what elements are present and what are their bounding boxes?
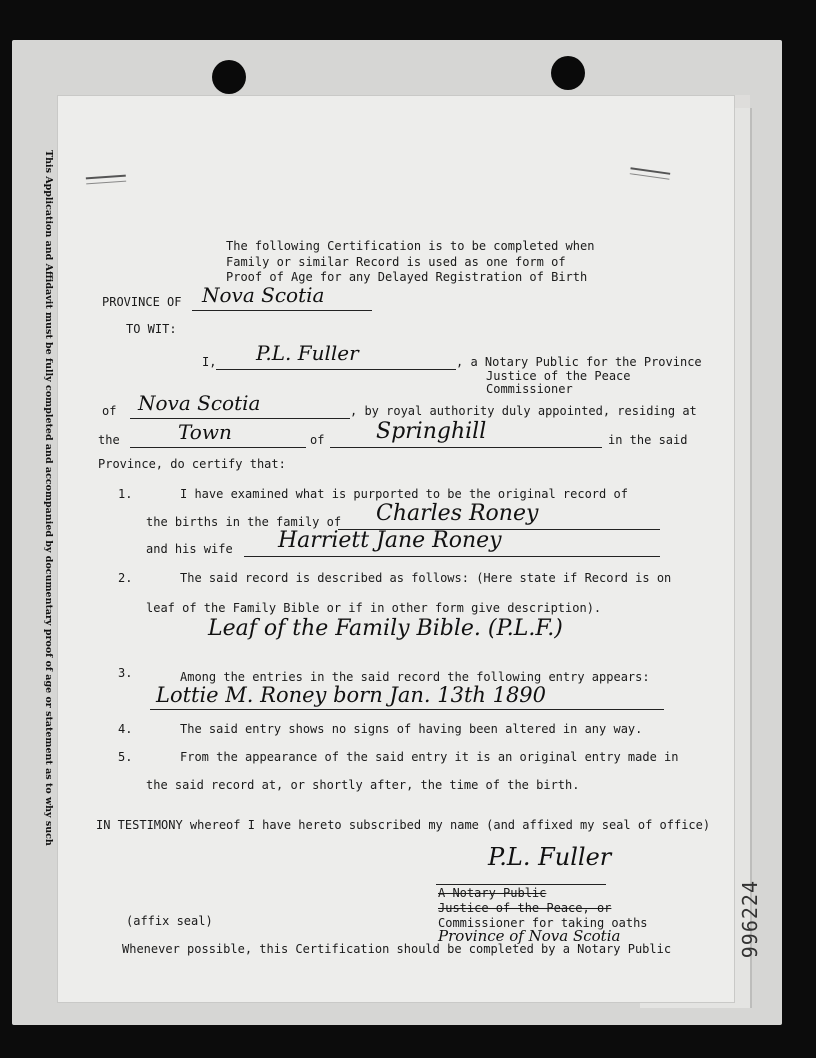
item-4-number: 4. [118, 722, 133, 736]
item-2-number: 2. [118, 571, 133, 585]
appointed-text: , by royal authority duly appointed, residing at [350, 404, 697, 418]
notary-name-underline [216, 369, 456, 370]
side-note: This Application and Affidavit must be fully completed and accompanied by documentary proof of age or statement as to why such [43, 150, 54, 846]
testimony-text: IN TESTIMONY whereof I have hereto subscribed my name (and affixed my seal of office) [96, 818, 711, 832]
item-4-text: The said entry shows no signs of having been altered in any way. [180, 722, 643, 736]
father-name: Charles Roney [376, 501, 539, 526]
province-underline [192, 310, 372, 311]
of-underline [130, 418, 350, 419]
title-justice-of-peace: Justice of the Peace, or [438, 901, 612, 915]
title-commissioner: Commissioner for taking oaths [438, 916, 648, 930]
record-description: Leaf of the Family Bible. (P.L.F.) [208, 616, 563, 641]
serial-number: 996224 [738, 880, 762, 959]
paper-clip-mark-right [630, 167, 671, 179]
header-line-3: Proof of Age for any Delayed Registration of Birth [226, 270, 588, 284]
item-1-line-c: and his wife [146, 542, 233, 556]
birth-entry: Lottie M. Roney born Jan. 13th 1890 [156, 683, 547, 707]
of2-label: of [310, 433, 325, 447]
item-2-line-b: leaf of the Family Bible or if in other form give description). [146, 601, 602, 615]
item-3-number: 3. [118, 666, 133, 680]
header-line-1: The following Certification is to be completed when [226, 239, 595, 253]
title-notary-public: A Notary Public [438, 886, 547, 900]
mother-name: Harriett Jane Roney [278, 528, 502, 553]
town-value: Town [178, 420, 232, 444]
place-value: Springhill [376, 419, 487, 444]
header-line-2: Family or similar Record is used as one form of [226, 255, 566, 269]
place-underline [330, 447, 602, 448]
item-5-line-a: From the appearance of the said entry it is an original entry made in [180, 750, 679, 764]
item-5-number: 5. [118, 750, 133, 764]
notary-name: P.L. Fuller [256, 341, 359, 365]
town-underline [130, 447, 306, 448]
title-province: Province of Nova Scotia [438, 927, 621, 945]
the-label: the [98, 433, 120, 447]
footer-note: Whenever possible, this Certification should be completed by a Notary Public [122, 942, 672, 956]
item-5-line-b: the said record at, or shortly after, the time of the birth. [146, 778, 580, 792]
entry-underline [150, 709, 664, 710]
i-label: I, [202, 355, 217, 369]
punch-hole-right [551, 56, 585, 90]
item-2-line-a: The said record is described as follows: (Here state if Record is on [180, 571, 672, 585]
affix-seal-text: (affix seal) [126, 914, 213, 928]
item-1-number: 1. [118, 487, 133, 501]
item-3-line-a: Among the entries in the said record the following entry appears: [180, 670, 650, 684]
province-label: PROVINCE OF [102, 295, 182, 309]
notary-text: , a Notary Public for the Province [456, 355, 702, 369]
justice-of-peace-text: Justice of the Peace [486, 369, 631, 383]
of-label: of [102, 404, 117, 418]
item-1-line-b: the births in the family of [146, 515, 342, 529]
punch-hole-left [212, 60, 246, 94]
notary-signature: P.L. Fuller [488, 843, 612, 871]
signature-underline [436, 884, 606, 885]
province-certify-text: Province, do certify that: [98, 457, 286, 471]
to-wit-label: TO WIT: [126, 322, 177, 336]
certification-page [58, 96, 734, 1002]
of-value: Nova Scotia [138, 391, 261, 415]
in-the-said-text: in the said [608, 433, 688, 447]
paper-clip-mark-left [86, 175, 126, 185]
province-value: Nova Scotia [202, 283, 325, 307]
mother-underline [244, 556, 660, 557]
commissioner-text: Commissioner [486, 382, 573, 396]
item-1-line-a: I have examined what is purported to be the original record of [180, 487, 628, 501]
